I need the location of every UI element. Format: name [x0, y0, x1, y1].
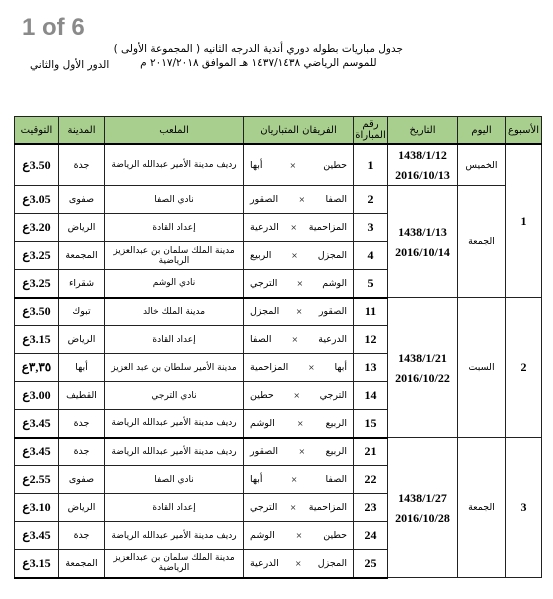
city-cell: جدة — [59, 410, 105, 438]
time-cell: 3.25ع — [15, 242, 59, 270]
vs-mark: × — [289, 503, 297, 512]
stadium-cell: نادي الوشم — [105, 270, 244, 298]
hijri-date: 1438/1/27 — [398, 490, 447, 505]
home-team: الربيع — [325, 417, 347, 429]
city-cell: الرياض — [59, 494, 105, 522]
away-team: الصفا — [250, 334, 272, 345]
city-cell: أبها — [59, 354, 105, 382]
match-number: 5 — [354, 270, 388, 298]
teams-pair — [244, 418, 353, 429]
teams-cell — [244, 242, 354, 270]
away-team: أبها — [250, 159, 263, 171]
teams-cell — [244, 270, 354, 298]
teams-pair — [244, 250, 353, 261]
vs-mark: × — [291, 335, 299, 344]
teams-pair — [244, 334, 353, 345]
time-cell: 3.45ع — [15, 410, 59, 438]
vs-mark: × — [307, 363, 315, 372]
teams-cell — [244, 550, 354, 578]
home-team: الصفا — [325, 194, 347, 205]
day-cell: الخميس — [458, 144, 506, 186]
vs-mark: × — [298, 195, 306, 204]
teams-pair — [244, 160, 353, 171]
teams-cell — [244, 144, 354, 186]
home-team: المزاحمية — [308, 502, 347, 513]
day-cell: الجمعة — [458, 438, 506, 578]
away-team: الصقور — [250, 194, 279, 205]
vs-mark: × — [296, 278, 304, 288]
time-cell: 3.00ع — [15, 382, 59, 410]
stadium-cell: رديف مدينة الأمير عبدالله الرياضة — [105, 144, 244, 186]
header-city: المدينة — [59, 117, 105, 145]
match-number: 24 — [354, 522, 388, 550]
vs-mark: × — [298, 447, 306, 457]
away-team: الربيع — [250, 250, 272, 261]
time-cell: 3.15ع — [15, 326, 59, 354]
match-number: 3 — [354, 214, 388, 242]
city-cell: جدة — [59, 522, 105, 550]
home-team: الصفا — [325, 474, 347, 485]
city-cell: القطيف — [59, 382, 105, 410]
teams-pair — [244, 474, 353, 485]
teams-pair — [244, 502, 353, 513]
round-label: الدور الأول والثاني — [30, 59, 110, 71]
time-cell: 2.55ع — [15, 466, 59, 494]
city-cell: صفوى — [59, 466, 105, 494]
home-team: الصقور — [318, 306, 347, 318]
home-team: الوشم — [322, 277, 347, 289]
away-team: الصقور — [250, 446, 279, 458]
teams-pair — [244, 362, 353, 373]
city-cell: صفوى — [59, 186, 105, 214]
city-cell: تبوك — [59, 298, 105, 326]
time-cell: 3.50ع — [15, 298, 59, 326]
match-row — [15, 186, 542, 214]
title-line-2: للموسم الرياضي ١٤٣٧/١٤٣٨ هـ الموافق ٢٠١٧/٢٠١٨ م — [140, 57, 377, 69]
gregorian-date: 2016/10/13 — [395, 168, 450, 182]
header-row — [15, 117, 542, 145]
home-team: المجزل — [317, 557, 347, 569]
vs-mark: × — [291, 251, 298, 260]
home-team: حطين — [323, 530, 347, 541]
time-cell: ٣,٣٥ع — [15, 354, 59, 382]
teams-cell — [244, 186, 354, 214]
away-team: الترجي — [250, 502, 278, 513]
document-title — [114, 42, 403, 70]
week-number: 2 — [506, 298, 542, 438]
stadium-cell: إعداد القادة — [105, 326, 244, 354]
time-cell: 3.15ع — [15, 550, 59, 578]
city-cell: الرياض — [59, 326, 105, 354]
stadium-cell: نادي الصفا — [105, 466, 244, 494]
date-cell — [388, 144, 458, 186]
hijri-date: 1438/1/12 — [398, 148, 447, 162]
teams-cell — [244, 354, 354, 382]
schedule-table — [14, 116, 542, 579]
page-counter: 1 of 6 — [22, 14, 85, 41]
teams-cell — [244, 494, 354, 522]
city-cell: جدة — [59, 438, 105, 466]
away-team: الترجي — [250, 277, 278, 289]
teams-cell — [244, 326, 354, 354]
vs-mark: × — [289, 160, 297, 170]
stadium-cell: مدينة الملك سلمان بن عبدالعزيز الرياضية — [105, 550, 244, 578]
match-number: 4 — [354, 242, 388, 270]
time-cell: 3.20ع — [15, 214, 59, 242]
stadium-cell: رديف مدينة الأمير عبدالله الرياضة — [105, 522, 244, 550]
hijri-date: 1438/1/13 — [398, 224, 447, 239]
header-time: التوقيت — [15, 117, 59, 145]
header-week: الأسبوع — [506, 117, 542, 145]
date-cell — [388, 186, 458, 298]
header-stadium: الملعب — [105, 117, 244, 145]
match-number: 21 — [354, 438, 388, 466]
away-team: الدرعية — [250, 557, 279, 569]
title-line-1: جدول مباريات بطوله دوري أندية الدرجه الثانيه ( المجموعة الأولى ) — [113, 43, 403, 55]
match-number: 13 — [354, 354, 388, 382]
stadium-cell: مدينة الملك خالد — [105, 298, 244, 326]
teams-pair — [244, 446, 353, 457]
gregorian-date: 2016/10/14 — [395, 244, 450, 259]
time-cell: 3.25ع — [15, 270, 59, 298]
header-date: التاريخ — [388, 117, 458, 145]
home-team: الترجي — [319, 390, 347, 401]
match-number: 25 — [354, 550, 388, 578]
date-cell — [388, 438, 458, 578]
vs-mark: × — [295, 531, 303, 540]
match-number: 15 — [354, 410, 388, 438]
match-number: 14 — [354, 382, 388, 410]
day-cell: السبت — [458, 298, 506, 438]
teams-cell — [244, 410, 354, 438]
teams-pair — [244, 278, 353, 289]
away-team: الوشم — [250, 417, 275, 429]
teams-pair — [244, 306, 353, 317]
city-cell: جدة — [59, 144, 105, 186]
home-team: المجزل — [317, 250, 347, 261]
date-cell — [388, 298, 458, 438]
away-team: أبها — [250, 474, 263, 485]
time-cell: 3.45ع — [15, 522, 59, 550]
teams-pair — [244, 222, 353, 233]
vs-mark: × — [294, 558, 302, 568]
home-team: حطين — [323, 159, 347, 171]
hijri-date: 1438/1/21 — [398, 350, 447, 365]
match-row — [15, 298, 542, 326]
stadium-cell: مدينة الأمير سلطان بن عبد العزيز — [105, 354, 244, 382]
week-number: 3 — [506, 438, 542, 578]
stadium-cell: رديف مدينة الأمير عبدالله الرياضة — [105, 438, 244, 466]
match-number: 23 — [354, 494, 388, 522]
stadium-cell: مدينة الملك سلمان بن عبدالعزيز الرياضية — [105, 242, 244, 270]
city-cell: المجمعة — [59, 242, 105, 270]
schedule-body — [15, 144, 542, 578]
vs-mark: × — [293, 391, 301, 400]
stadium-cell: إعداد القادة — [105, 214, 244, 242]
away-team: المزاحمية — [250, 362, 289, 373]
match-row — [15, 144, 542, 186]
match-row — [15, 438, 542, 466]
header-match-no: رقم المباراة — [354, 117, 388, 145]
vs-mark: × — [296, 418, 304, 428]
vs-mark: × — [290, 475, 298, 484]
teams-pair — [244, 194, 353, 205]
teams-pair — [244, 390, 353, 401]
time-cell: 3.10ع — [15, 494, 59, 522]
header-day: اليوم — [458, 117, 506, 145]
header-teams: الفريقان المتباريان — [244, 117, 354, 145]
city-cell: المجمعة — [59, 550, 105, 578]
teams-cell — [244, 438, 354, 466]
home-team: الربيع — [325, 446, 347, 458]
match-number: 1 — [354, 144, 388, 186]
match-number: 2 — [354, 186, 388, 214]
away-team: المجزل — [250, 306, 280, 318]
stadium-cell: نادي الصفا — [105, 186, 244, 214]
city-cell: الرياض — [59, 214, 105, 242]
teams-cell — [244, 466, 354, 494]
teams-cell — [244, 298, 354, 326]
time-cell: 3.45ع — [15, 438, 59, 466]
stadium-cell: إعداد القادة — [105, 494, 244, 522]
away-team: الدرعية — [250, 222, 279, 233]
stadium-cell: رديف مدينة الأمير عبدالله الرياضة — [105, 410, 244, 438]
teams-pair — [244, 558, 353, 569]
day-cell: الجمعة — [458, 186, 506, 298]
away-team: حطين — [250, 390, 274, 401]
city-cell: شقراء — [59, 270, 105, 298]
home-team: أبها — [334, 362, 347, 373]
vs-mark: × — [290, 223, 298, 232]
gregorian-date: 2016/10/28 — [395, 510, 450, 525]
home-team: الدرعية — [318, 334, 347, 345]
home-team: المزاحمية — [308, 222, 347, 233]
week-number: 1 — [506, 144, 542, 298]
teams-cell — [244, 382, 354, 410]
time-cell: 3.05ع — [15, 186, 59, 214]
away-team: الوشم — [250, 530, 275, 541]
teams-cell — [244, 214, 354, 242]
stadium-cell: نادي الترجي — [105, 382, 244, 410]
time-cell: 3.50ع — [15, 144, 59, 186]
vs-mark: × — [295, 307, 303, 317]
match-number: 12 — [354, 326, 388, 354]
teams-cell — [244, 522, 354, 550]
gregorian-date: 2016/10/22 — [395, 370, 450, 385]
match-number: 11 — [354, 298, 388, 326]
teams-pair — [244, 530, 353, 541]
match-number: 22 — [354, 466, 388, 494]
